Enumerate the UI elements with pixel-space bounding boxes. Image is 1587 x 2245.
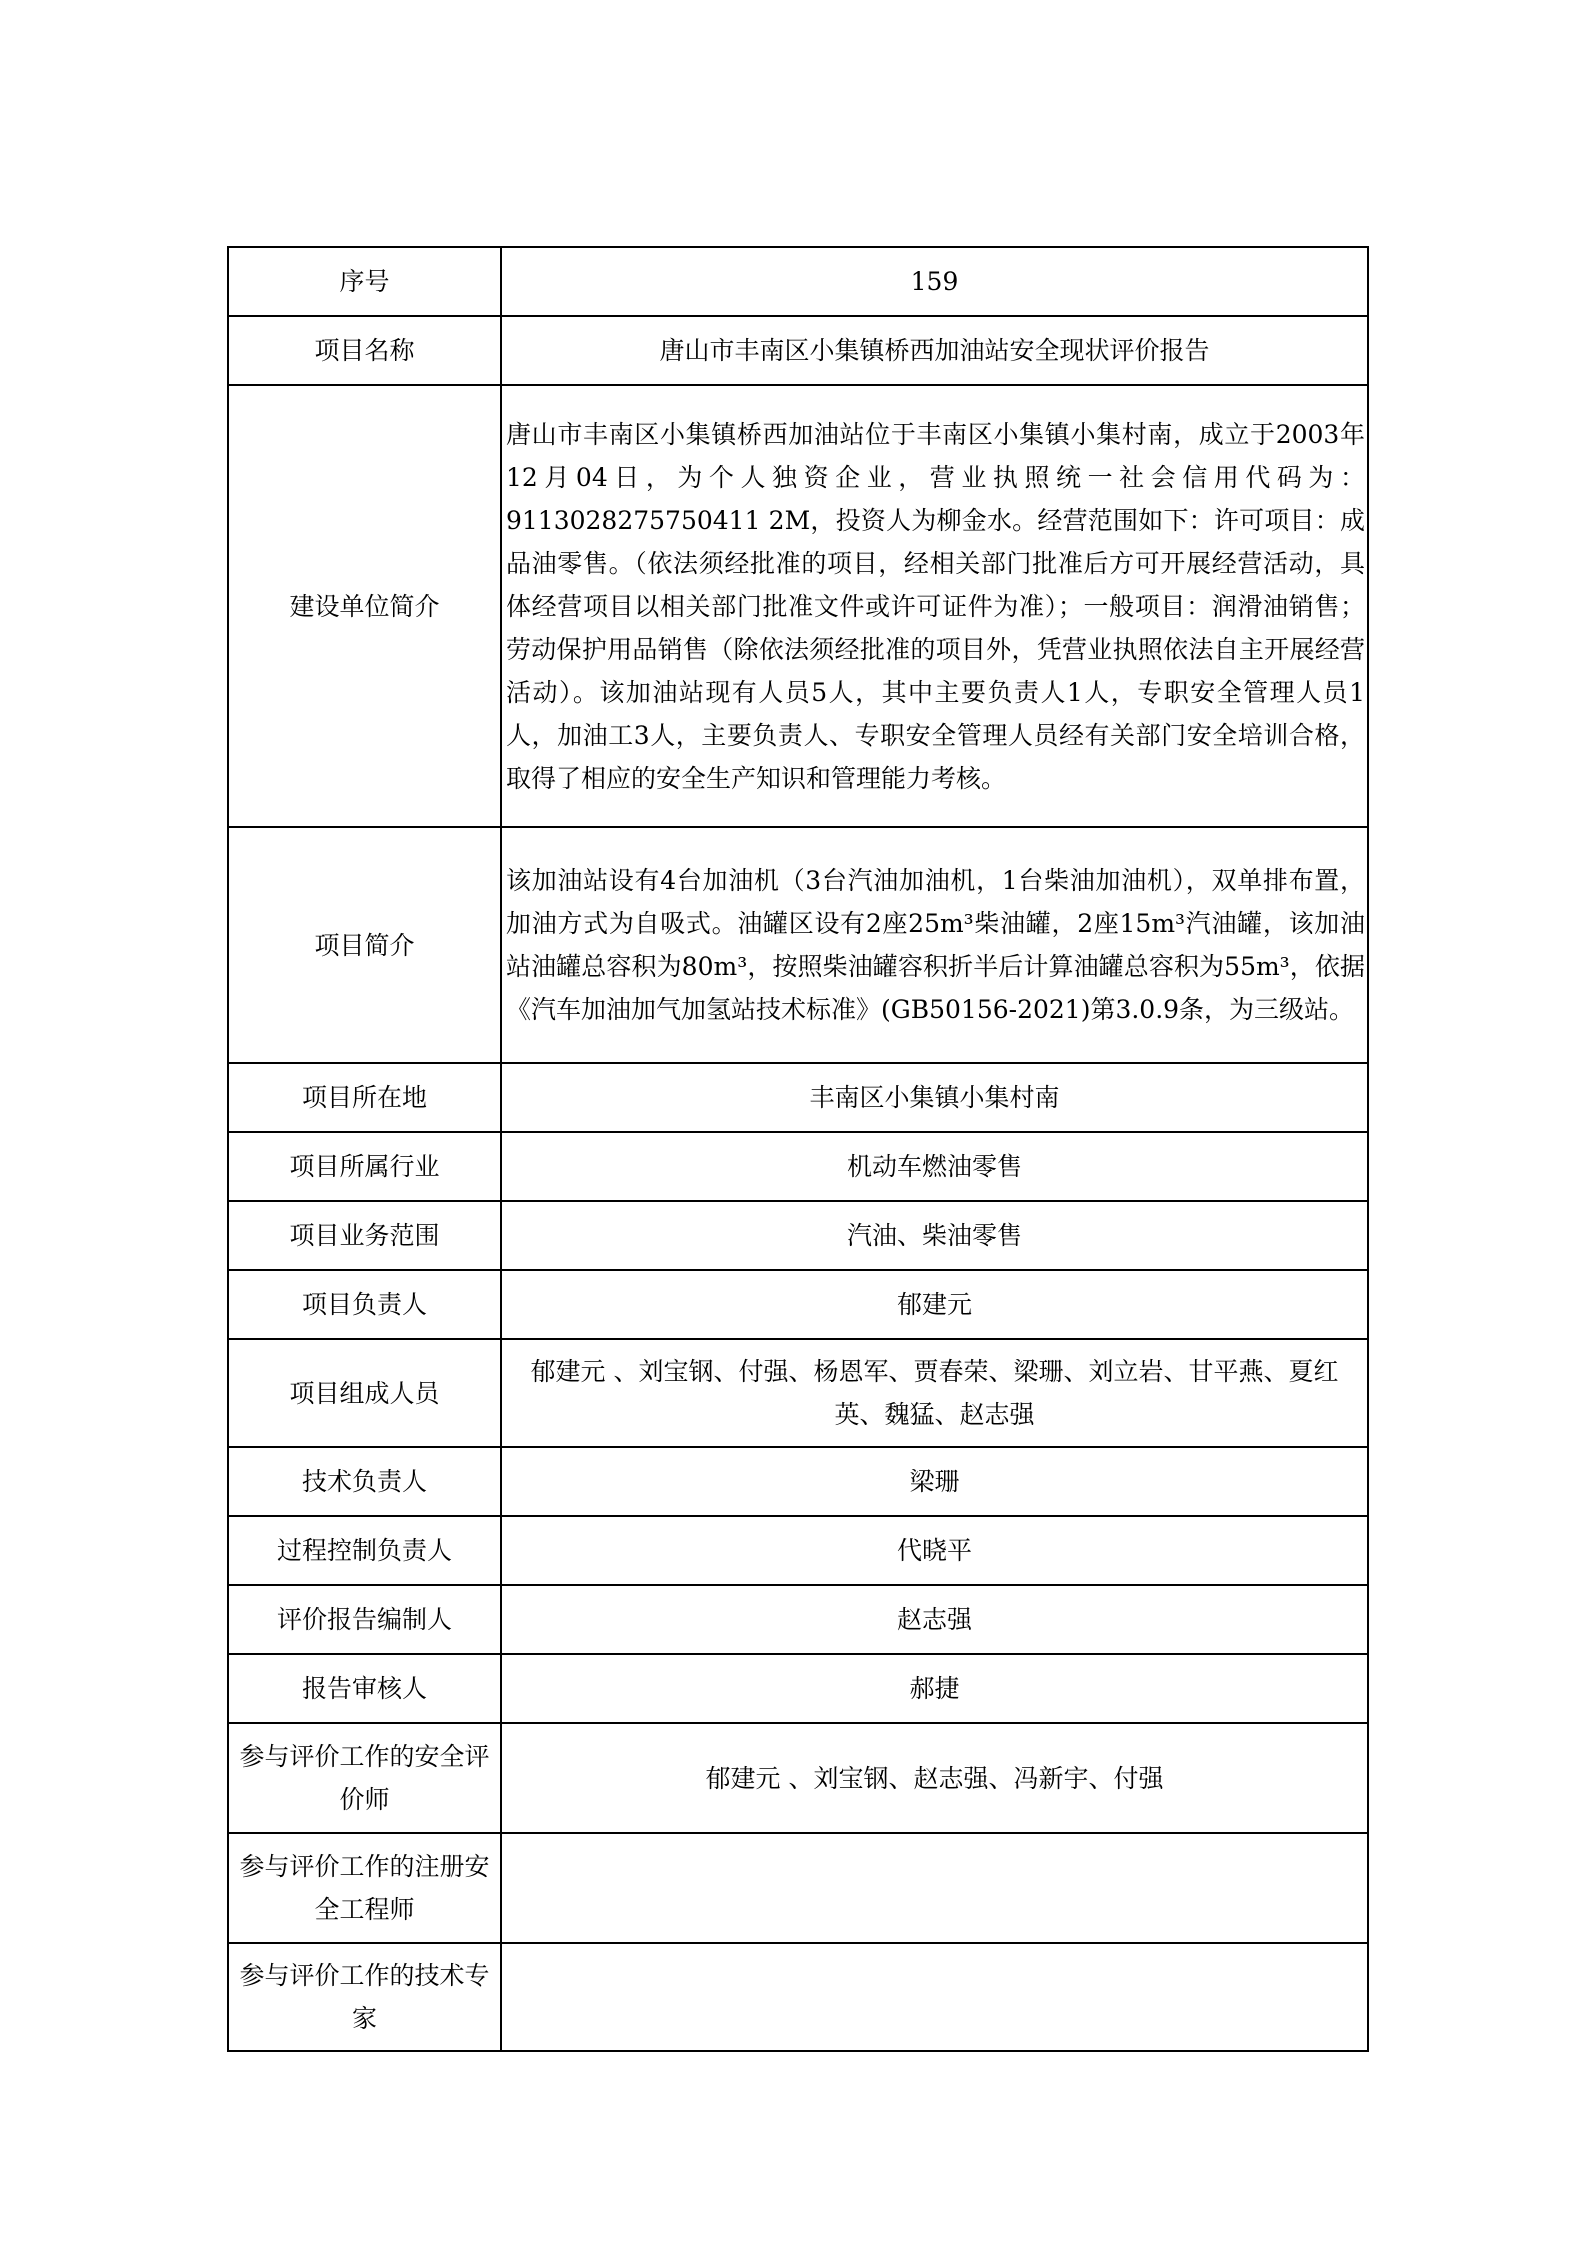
builder-intro-value: 唐山市丰南区小集镇桥西加油站位于丰南区小集镇小集村南，成立于2003年12月04日，为个人独资企业，营业执照统一社会信用代码为：9113028275750411 2M，投资人为柳金水。经营范围如下：许可项目：成品油零售。（依法须经批准的项目，经相关部门批准后方可开展经营活动，具体经营项目以相关部门批准文件或许可证件为准）；一般项目：润滑油销售；劳动保护用品销售（除依法须经批准的项目外，凭营业执照依法自主开展经营活动）。该加油站现有人员5人，其中主要负责人1人，专职安全管理人员1人，加油工3人，主要负责人、专职安全管理人员经有关部门安全培训合格，取得了相应的安全生产知识和管理能力考核。 — [501, 385, 1368, 827]
project-leader-value: 郁建元 — [501, 1270, 1368, 1339]
business-scope-label: 项目业务范围 — [228, 1201, 501, 1270]
safety-evaluators-value: 郁建元 、刘宝钢、赵志强、冯新宇、付强 — [501, 1723, 1368, 1833]
builder-intro-label: 建设单位简介 — [228, 385, 501, 827]
row-project-location — [228, 1063, 1368, 1132]
row-process-control-leader — [228, 1516, 1368, 1585]
project-members-label: 项目组成人员 — [228, 1339, 501, 1447]
row-registered-safety-engineers — [228, 1833, 1368, 1943]
business-scope-value: 汽油、柴油零售 — [501, 1201, 1368, 1270]
report-reviewer-value: 郝捷 — [501, 1654, 1368, 1723]
row-technical-leader — [228, 1447, 1368, 1516]
process-control-leader-label: 过程控制负责人 — [228, 1516, 501, 1585]
technical-leader-value: 梁珊 — [501, 1447, 1368, 1516]
report-author-label: 评价报告编制人 — [228, 1585, 501, 1654]
row-technical-experts — [228, 1943, 1368, 2051]
report-reviewer-label: 报告审核人 — [228, 1654, 501, 1723]
row-project-leader — [228, 1270, 1368, 1339]
row-builder-intro — [228, 385, 1368, 827]
registered-safety-engineers-value — [501, 1833, 1368, 1943]
safety-evaluators-label: 参与评价工作的安全评价师 — [228, 1723, 501, 1833]
row-project-name — [228, 316, 1368, 385]
project-intro-value: 该加油站设有4台加油机（3台汽油加油机，1台柴油加油机），双单排布置，加油方式为自吸式。油罐区设有2座25m³柴油罐，2座15m³汽油罐，该加油站油罐总容积为80m³，按照柴油罐容积折半后计算油罐总容积为55m³，依据《汽车加油加气加氢站技术标准》(GB50156-2021)第3.0.9条，为三级站。 — [501, 827, 1368, 1063]
technical-experts-label: 参与评价工作的技术专家 — [228, 1943, 501, 2051]
row-report-reviewer — [228, 1654, 1368, 1723]
process-control-leader-value: 代晓平 — [501, 1516, 1368, 1585]
row-project-members — [228, 1339, 1368, 1447]
project-location-value: 丰南区小集镇小集村南 — [501, 1063, 1368, 1132]
project-name-value: 唐山市丰南区小集镇桥西加油站安全现状评价报告 — [501, 316, 1368, 385]
row-project-industry — [228, 1132, 1368, 1201]
registered-safety-engineers-label: 参与评价工作的注册安全工程师 — [228, 1833, 501, 1943]
serial-number-value: 159 — [501, 247, 1368, 316]
row-business-scope — [228, 1201, 1368, 1270]
project-name-label: 项目名称 — [228, 316, 501, 385]
project-info-table — [227, 246, 1369, 2052]
technical-experts-value — [501, 1943, 1368, 2051]
technical-leader-label: 技术负责人 — [228, 1447, 501, 1516]
row-report-author — [228, 1585, 1368, 1654]
row-serial-number — [228, 247, 1368, 316]
row-safety-evaluators — [228, 1723, 1368, 1833]
project-intro-label: 项目简介 — [228, 827, 501, 1063]
project-members-value: 郁建元 、刘宝钢、付强、杨恩军、贾春荣、梁珊、刘立岩、甘平燕、夏红英、魏猛、赵志强 — [501, 1339, 1368, 1447]
row-project-intro — [228, 827, 1368, 1063]
project-leader-label: 项目负责人 — [228, 1270, 501, 1339]
project-industry-label: 项目所属行业 — [228, 1132, 501, 1201]
report-author-value: 赵志强 — [501, 1585, 1368, 1654]
project-industry-value: 机动车燃油零售 — [501, 1132, 1368, 1201]
project-location-label: 项目所在地 — [228, 1063, 501, 1132]
serial-number-label: 序号 — [228, 247, 501, 316]
